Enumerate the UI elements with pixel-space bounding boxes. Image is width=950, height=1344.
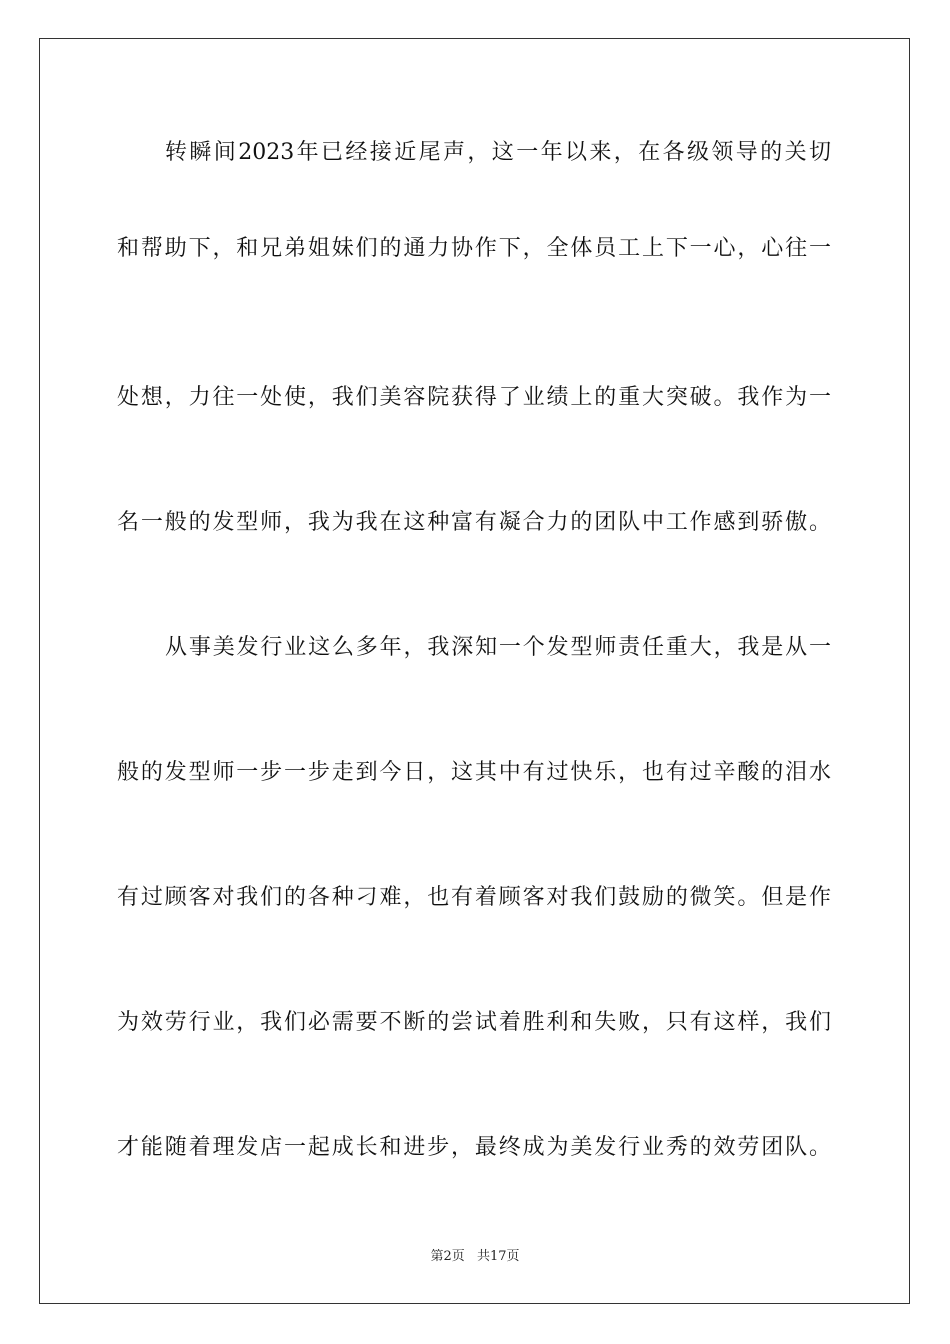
page-footer	[0, 1248, 950, 1266]
text-line: 和帮助下，和兄弟姐妹们的通力协作下，全体员工上下一心，心往一	[117, 236, 831, 261]
text-line: 有过顾客对我们的各种刁难，也有着顾客对我们鼓励的微笑。但是作	[117, 885, 831, 910]
page-total: 共17页	[476, 1249, 520, 1264]
page-border	[39, 38, 910, 1304]
text-line: 处想，力往一处使，我们美容院获得了业绩上的重大突破。我作为一	[117, 385, 831, 410]
text-line: 从事美发行业这么多年，我深知一个发型师责任重大，我是从一	[165, 635, 831, 660]
text-line: 才能随着理发店一起成长和进步，最终成为美发行业秀的效劳团队。	[117, 1135, 831, 1160]
text-line: 转瞬间2023年已经接近尾声，这一年以来，在各级领导的关切	[165, 140, 831, 165]
text-line: 般的发型师一步一步走到今日，这其中有过快乐，也有过辛酸的泪水	[117, 760, 831, 785]
text-line: 名一般的发型师，我为我在这种富有凝合力的团队中工作感到骄傲。	[117, 510, 831, 535]
page-number: 第2页	[430, 1249, 465, 1264]
text-line: 为效劳行业，我们必需要不断的尝试着胜利和失败，只有这样，我们	[117, 1010, 831, 1035]
